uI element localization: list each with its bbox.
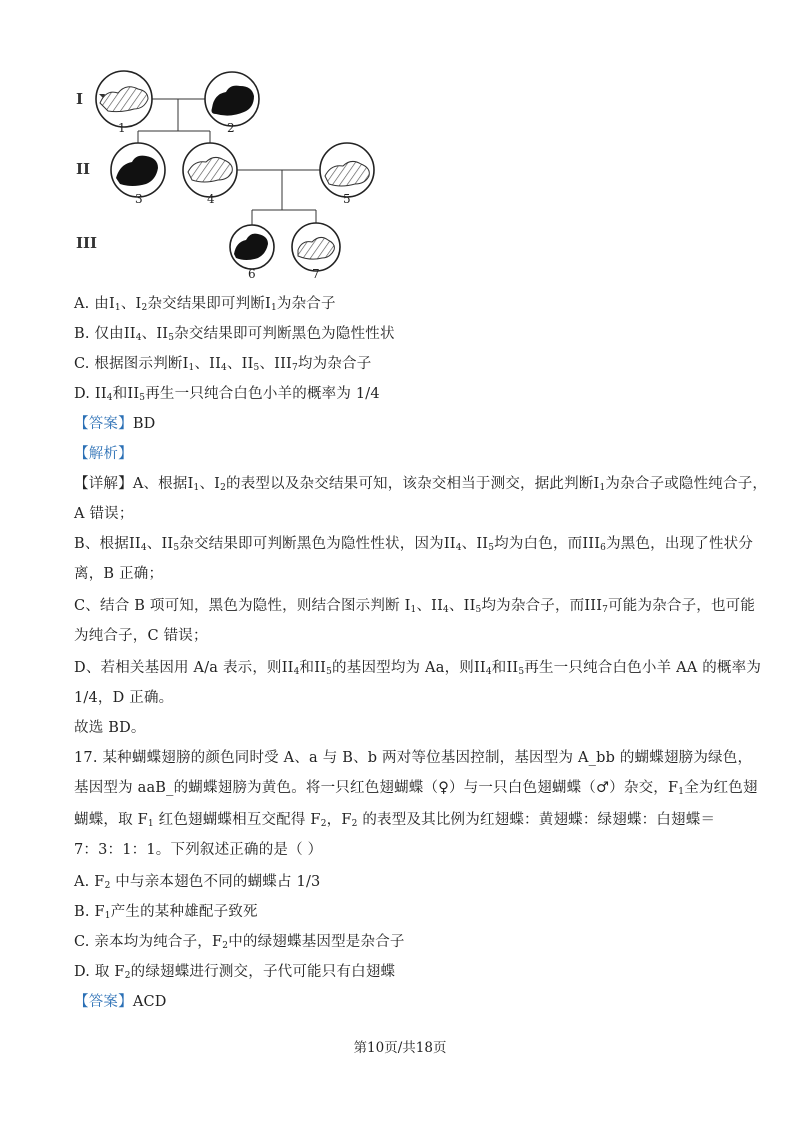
subscript: 7 xyxy=(291,363,298,373)
text-segment: 、III xyxy=(259,356,292,372)
subscript: 5 xyxy=(475,605,482,615)
text-segment: 蝴蝶，取 F xyxy=(74,812,148,828)
subscript: 4 xyxy=(293,667,300,677)
text-segment: 为杂合子或隐性纯合子， xyxy=(605,476,768,492)
subscript: 2 xyxy=(104,881,111,891)
generation-label-I: I xyxy=(76,90,84,108)
q16-detail-line-8 xyxy=(74,686,173,707)
q17-stem-line-1 xyxy=(74,746,752,767)
subscript: 2 xyxy=(351,819,358,829)
text-segment: 为杂合子 xyxy=(276,296,336,312)
text-segment: 可能为杂合子，也可能 xyxy=(608,598,756,614)
answer-value: ACD xyxy=(132,994,167,1010)
subscript: 4 xyxy=(135,333,142,343)
text-segment: 17. 某种蝴蝶翅膀的颜色同时受 A、a 与 B、b 两对等位基因控制，基因型为 A_bb 的蝴蝶翅膀为绿色， xyxy=(74,750,753,766)
text-segment: 杂交结果即可判断黑色为隐性性状 xyxy=(174,326,395,342)
individual-number-4: 4 xyxy=(207,192,215,206)
analysis-tag: 【解析】 xyxy=(74,446,133,462)
subscript: 2 xyxy=(220,483,227,493)
q16-option-d xyxy=(74,382,380,403)
text-segment: 、I xyxy=(199,476,221,492)
subscript: 1 xyxy=(114,303,121,313)
text-segment: 的表型及其比例为红翅蝶：黄翅蝶：绿翅蝶：白翅蝶＝ xyxy=(357,812,716,828)
text-segment: 全为红色翅 xyxy=(684,780,758,796)
q16-option-a xyxy=(74,292,336,313)
page-footer: 第10页/共18页 xyxy=(353,1040,447,1056)
subscript: 1 xyxy=(599,483,606,493)
q17-option-b xyxy=(74,900,258,921)
subscript: 2 xyxy=(124,971,131,981)
text-segment: B. 仅由II xyxy=(74,326,136,342)
q17-stem-line-2 xyxy=(74,776,758,797)
subscript: 5 xyxy=(488,543,495,553)
text-segment: 再生一只纯合白色小羊 AA 的概率为 xyxy=(524,660,762,676)
subscript: 5 xyxy=(168,333,175,343)
individual-1-white-sheep xyxy=(96,71,152,127)
text-segment: 和II xyxy=(112,386,140,402)
text-segment: B、根据II xyxy=(74,536,141,552)
subscript: 5 xyxy=(173,543,180,553)
q17-stem-line-4 xyxy=(74,838,322,859)
subscript: 1 xyxy=(147,819,154,829)
text-segment: 中与亲本翅色不同的蝴蝶占 1/3 xyxy=(110,874,321,890)
q16-detail-line-7 xyxy=(74,656,761,677)
text-segment: 7：3：1：1。下列叙述正确的是（ ） xyxy=(74,842,323,858)
text-segment: 、II xyxy=(226,356,254,372)
text-segment: 、II xyxy=(448,598,476,614)
answer-tag: 【答案】 xyxy=(74,994,133,1010)
individual-7-white-sheep xyxy=(292,223,340,271)
subscript: 4 xyxy=(485,667,492,677)
text-segment: A. F xyxy=(74,874,105,890)
individual-number-7: 7 xyxy=(312,267,320,281)
q17-option-a xyxy=(74,870,320,891)
individual-4-white-sheep xyxy=(183,143,237,197)
detail-text xyxy=(133,476,767,492)
text-segment: 故选 BD。 xyxy=(74,720,146,736)
subscript: 1 xyxy=(410,605,417,615)
text-segment: 和II xyxy=(491,660,519,676)
text-segment: D、若相关基因用 A/a 表示，则II xyxy=(74,660,294,676)
subscript: 5 xyxy=(253,363,260,373)
answer-tag: 【答案】 xyxy=(74,416,133,432)
text-segment: 1/4，D 正确。 xyxy=(74,690,174,706)
detail-tag: 【详解】 xyxy=(74,476,133,492)
q17-option-c xyxy=(74,930,405,951)
text-segment: 、II xyxy=(146,536,174,552)
text-segment: B. F xyxy=(74,904,105,920)
subscript: 4 xyxy=(455,543,462,553)
individual-number-1: 1 xyxy=(118,121,126,135)
subscript: 1 xyxy=(104,911,111,921)
subscript: 1 xyxy=(270,303,277,313)
subscript: 7 xyxy=(602,605,609,615)
individual-number-6: 6 xyxy=(248,267,256,281)
text-segment: 均为杂合子 xyxy=(297,356,372,372)
text-segment: 、II xyxy=(416,598,444,614)
text-segment: 的基因型均为 Aa，则II xyxy=(332,660,486,676)
q16-option-b xyxy=(74,322,395,343)
q16-detail-line-2 xyxy=(74,502,134,523)
individual-number-5: 5 xyxy=(343,192,351,206)
q16-option-c xyxy=(74,352,371,373)
q16-answer xyxy=(74,412,156,433)
text-segment: 再生一只纯合白色小羊的概率为 1/4 xyxy=(145,386,380,402)
subscript: 6 xyxy=(600,543,607,553)
q17-stem-line-3 xyxy=(74,808,715,829)
text-segment: A、根据I xyxy=(132,476,194,492)
text-segment: 中的绿翅蝶基因型是杂合子 xyxy=(228,934,405,950)
q16-analysis-heading xyxy=(74,442,133,463)
subscript: 1 xyxy=(193,483,200,493)
text-segment: D. II xyxy=(74,386,107,402)
text-segment: 离，B 正确； xyxy=(74,566,164,582)
q16-detail-line-5 xyxy=(74,594,755,615)
text-segment: 、II xyxy=(141,326,169,342)
individual-6-black-sheep xyxy=(230,225,274,269)
text-segment: 均为杂合子，而III xyxy=(481,598,603,614)
q16-detail-line-3 xyxy=(74,532,753,553)
text-segment: 红色翅蝴蝶相互交配得 F xyxy=(153,812,321,828)
text-segment: 和II xyxy=(299,660,327,676)
q16-detail-line-9 xyxy=(74,716,146,737)
text-segment: C. 亲本均为纯合子，F xyxy=(74,934,223,950)
individual-2-black-sheep xyxy=(205,72,259,126)
q16-detail-line-4 xyxy=(74,562,163,583)
subscript: 2 xyxy=(141,303,148,313)
text-segment: 为纯合子，C 错误； xyxy=(74,628,208,644)
q16-detail-line-6 xyxy=(74,624,208,645)
subscript: 4 xyxy=(221,363,227,373)
individual-3-black-sheep xyxy=(111,143,165,197)
text-segment: 、I xyxy=(120,296,142,312)
individual-number-2: 2 xyxy=(227,121,235,135)
individual-number-3: 3 xyxy=(135,192,143,206)
text-segment: D. 取 F xyxy=(74,964,125,980)
subscript: 4 xyxy=(443,605,449,615)
subscript: 2 xyxy=(222,941,229,951)
text-segment: 产生的某种雄配子致死 xyxy=(110,904,258,920)
subscript: 2 xyxy=(320,819,327,829)
text-segment: 、II xyxy=(461,536,489,552)
subscript: 5 xyxy=(518,667,525,677)
q16-detail-line-1 xyxy=(74,472,767,493)
text-segment: 为黑色，出现了性状分 xyxy=(606,536,754,552)
subscript: 1 xyxy=(678,787,685,797)
q17-option-d xyxy=(74,960,395,981)
individual-5-white-sheep xyxy=(320,143,374,197)
subscript: 4 xyxy=(140,543,147,553)
text-segment: A 错误； xyxy=(74,506,134,522)
text-segment: 、II xyxy=(194,356,222,372)
generation-label-III: III xyxy=(76,234,98,252)
generation-label-II: II xyxy=(76,160,91,178)
pedigree-diagram xyxy=(0,0,800,300)
text-segment: A. 由I xyxy=(74,296,115,312)
text-segment: C. 根据图示判断I xyxy=(74,356,189,372)
subscript: 5 xyxy=(326,667,333,677)
text-segment: 杂交结果即可判断黑色为隐性性状，因为II xyxy=(179,536,456,552)
q17-answer xyxy=(74,990,167,1011)
subscript: 5 xyxy=(139,393,146,403)
answer-value: BD xyxy=(132,416,156,432)
text-segment: C、结合 B 项可知，黑色为隐性，则结合图示判断 I xyxy=(74,598,411,614)
subscript: 4 xyxy=(106,393,113,403)
text-segment: 的表型以及杂交结果可知，该杂交相当于测交，据此判断I xyxy=(226,476,600,492)
text-segment: 的绿翅蝶进行测交，子代可能只有白翅蝶 xyxy=(130,964,396,980)
text-segment: ，F xyxy=(326,812,352,828)
text-segment: 杂交结果即可判断I xyxy=(147,296,271,312)
subscript: 1 xyxy=(188,363,195,373)
text-segment: 基因型为 aaB_的蝴蝶翅膀为黄色。将一只红色翅蝴蝶（♀）与一只白色翅蝴蝶（♂）杂交，F xyxy=(74,780,679,796)
text-segment: 均为白色，而III xyxy=(494,536,601,552)
